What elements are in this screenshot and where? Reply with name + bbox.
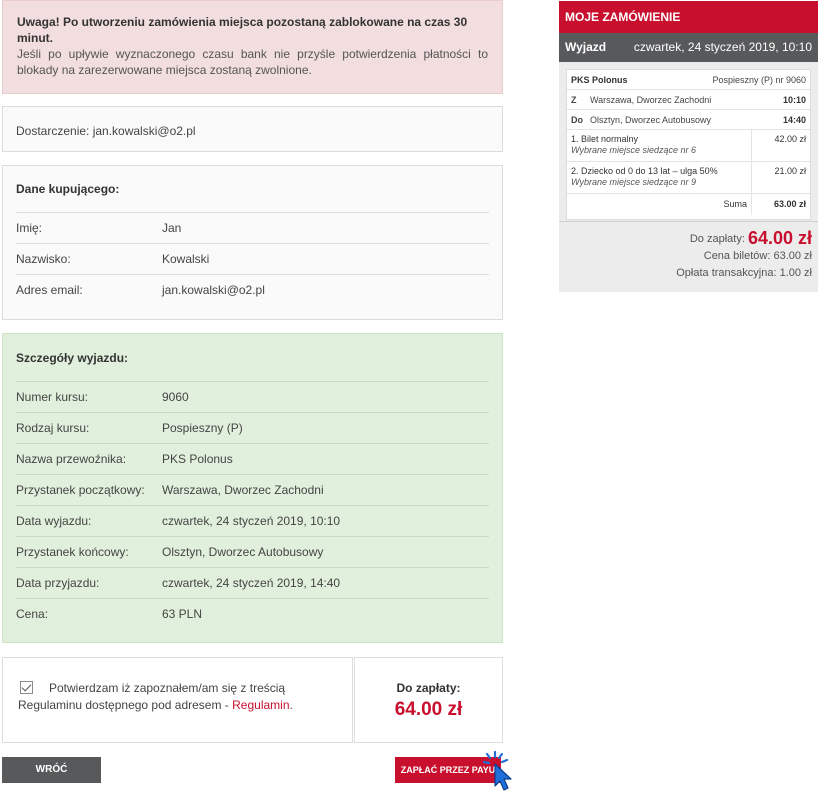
buyer-label: Nazwisko: (16, 252, 71, 266)
order-departure (559, 33, 818, 62)
fee-label: Opłata transakcyjna: (676, 267, 777, 279)
trip-row (16, 568, 489, 599)
total-label: Do zapłaty: (689, 233, 745, 245)
tickets-price-value: 63.00 zł (773, 250, 812, 262)
ticket-name: 2. Dziecko od 0 do 13 lat – ulga 50% (571, 166, 718, 176)
order-summary (559, 1, 818, 292)
trip-label: Numer kursu: (16, 390, 89, 404)
departure-label: Wyjazd (565, 40, 607, 54)
trip-value: czwartek, 24 styczeń 2019, 14:40 (162, 576, 341, 590)
ticket-price: 42.00 zł (774, 134, 806, 144)
trip-row (16, 506, 489, 537)
buyer-row (16, 244, 489, 275)
buyer-value: Kowalski (162, 252, 210, 266)
trip-label: Data przyjazdu: (16, 576, 100, 590)
terms-text: Potwierdzam iż zapoznałem/am się z treścią Regulaminu dostępnego pod adresem - (18, 681, 286, 712)
warning-text: Jeśli po upływie wyznaczonego czasu bank nie przyśle potwierdzenia płatności to blokady na zarezerwowane miejsca zostaną zwolnione. (17, 47, 488, 77)
pay-payu-button[interactable]: ZAPŁAĆ PRZEZ PAYU (395, 757, 501, 783)
order-title: MOJE ZAMÓWIENIE (559, 1, 818, 33)
trip-value: czwartek, 24 styczeń 2019, 10:10 (162, 514, 341, 528)
buyer-value: Jan (162, 221, 182, 235)
to-stop: Olsztyn, Dworzec Autobusowy (590, 114, 712, 125)
trip-label: Data wyjazdu: (16, 514, 92, 528)
back-button[interactable]: WRÓĆ (2, 757, 101, 783)
buyer-title: Dane kupującego: (16, 166, 489, 213)
terms-text-end: . (289, 698, 293, 712)
from-time: 10:10 (782, 94, 806, 105)
order-totals (559, 221, 818, 282)
trip-row (16, 444, 489, 475)
buyer-section (2, 165, 503, 320)
trip-value: Pospieszny (P) (162, 421, 243, 435)
ticket-price: 21.00 zł (774, 166, 806, 176)
trip-row (16, 599, 489, 630)
trip-title: Szczegóły wyjazdu: (16, 334, 489, 382)
warning-title: Uwaga! Po utworzeniu zamówienia miejsca pozostaną zablokowane na czas 30 minut. (17, 15, 468, 45)
total-value: 64.00 zł (747, 228, 812, 248)
trip-value: 63 PLN (162, 607, 203, 621)
tickets-price-label: Cena biletów: (703, 250, 771, 262)
delivery-info (2, 106, 503, 152)
buyer-label: Adres email: (16, 283, 83, 297)
carrier-name: PKS Polonus (571, 74, 628, 85)
trip-value: PKS Polonus (162, 452, 233, 466)
sum-row (567, 194, 810, 215)
trip-label: Cena: (16, 607, 49, 621)
buyer-label: Imię: (16, 221, 43, 235)
trip-value: 9060 (162, 390, 189, 404)
order-card (566, 69, 811, 220)
ticket-seat: Wybrane miejsce siedzące nr 9 (571, 177, 697, 187)
from-code: Z (571, 94, 577, 105)
carrier-row (567, 70, 810, 90)
ticket-seat: Wybrane miejsce siedzące nr 6 (571, 145, 697, 155)
terms-confirm (2, 657, 353, 743)
ticket-row (567, 130, 810, 162)
buyer-row (16, 213, 489, 244)
buyer-row (16, 275, 489, 306)
warning-alert (2, 0, 503, 94)
to-code: Do (571, 114, 583, 125)
to-time: 14:40 (782, 114, 806, 125)
amount-due-value: 64.00 zł (394, 699, 463, 720)
sum-label: Suma (567, 194, 752, 215)
trip-label: Nazwa przewoźnika: (16, 452, 127, 466)
amount-due-box (354, 657, 503, 743)
trip-row (16, 537, 489, 568)
sum-value: 63.00 zł (773, 199, 806, 209)
from-stop: Warszawa, Dworzec Zachodni (590, 94, 712, 105)
trip-value: Warszawa, Dworzec Zachodni (162, 483, 324, 497)
delivery-text: Dostarczenie: jan.kowalski@o2.pl (16, 124, 196, 138)
trip-label: Przystanek końcowy: (16, 545, 129, 559)
from-row (567, 90, 810, 110)
trip-row (16, 475, 489, 506)
course-name: Pospieszny (P) nr 9060 (712, 74, 806, 85)
fee-value: 1.00 zł (779, 267, 812, 279)
trip-row (16, 382, 489, 413)
trip-label: Przystanek początkowy: (16, 483, 145, 497)
trip-label: Rodzaj kursu: (16, 421, 90, 435)
buyer-value: jan.kowalski@o2.pl (162, 283, 265, 297)
trip-details-section (2, 333, 503, 643)
terms-checkbox[interactable] (20, 681, 33, 694)
trip-value: Olsztyn, Dworzec Autobusowy (162, 545, 324, 559)
departure-date: czwartek, 24 styczeń 2019, 10:10 (633, 40, 812, 54)
terms-link[interactable]: Regulamin (232, 698, 290, 712)
click-cursor-icon (481, 748, 525, 792)
amount-due-label: Do zapłaty: (396, 681, 461, 695)
trip-row (16, 413, 489, 444)
ticket-name: 1. Bilet normalny (571, 134, 639, 144)
to-row (567, 110, 810, 130)
ticket-row (567, 162, 810, 194)
